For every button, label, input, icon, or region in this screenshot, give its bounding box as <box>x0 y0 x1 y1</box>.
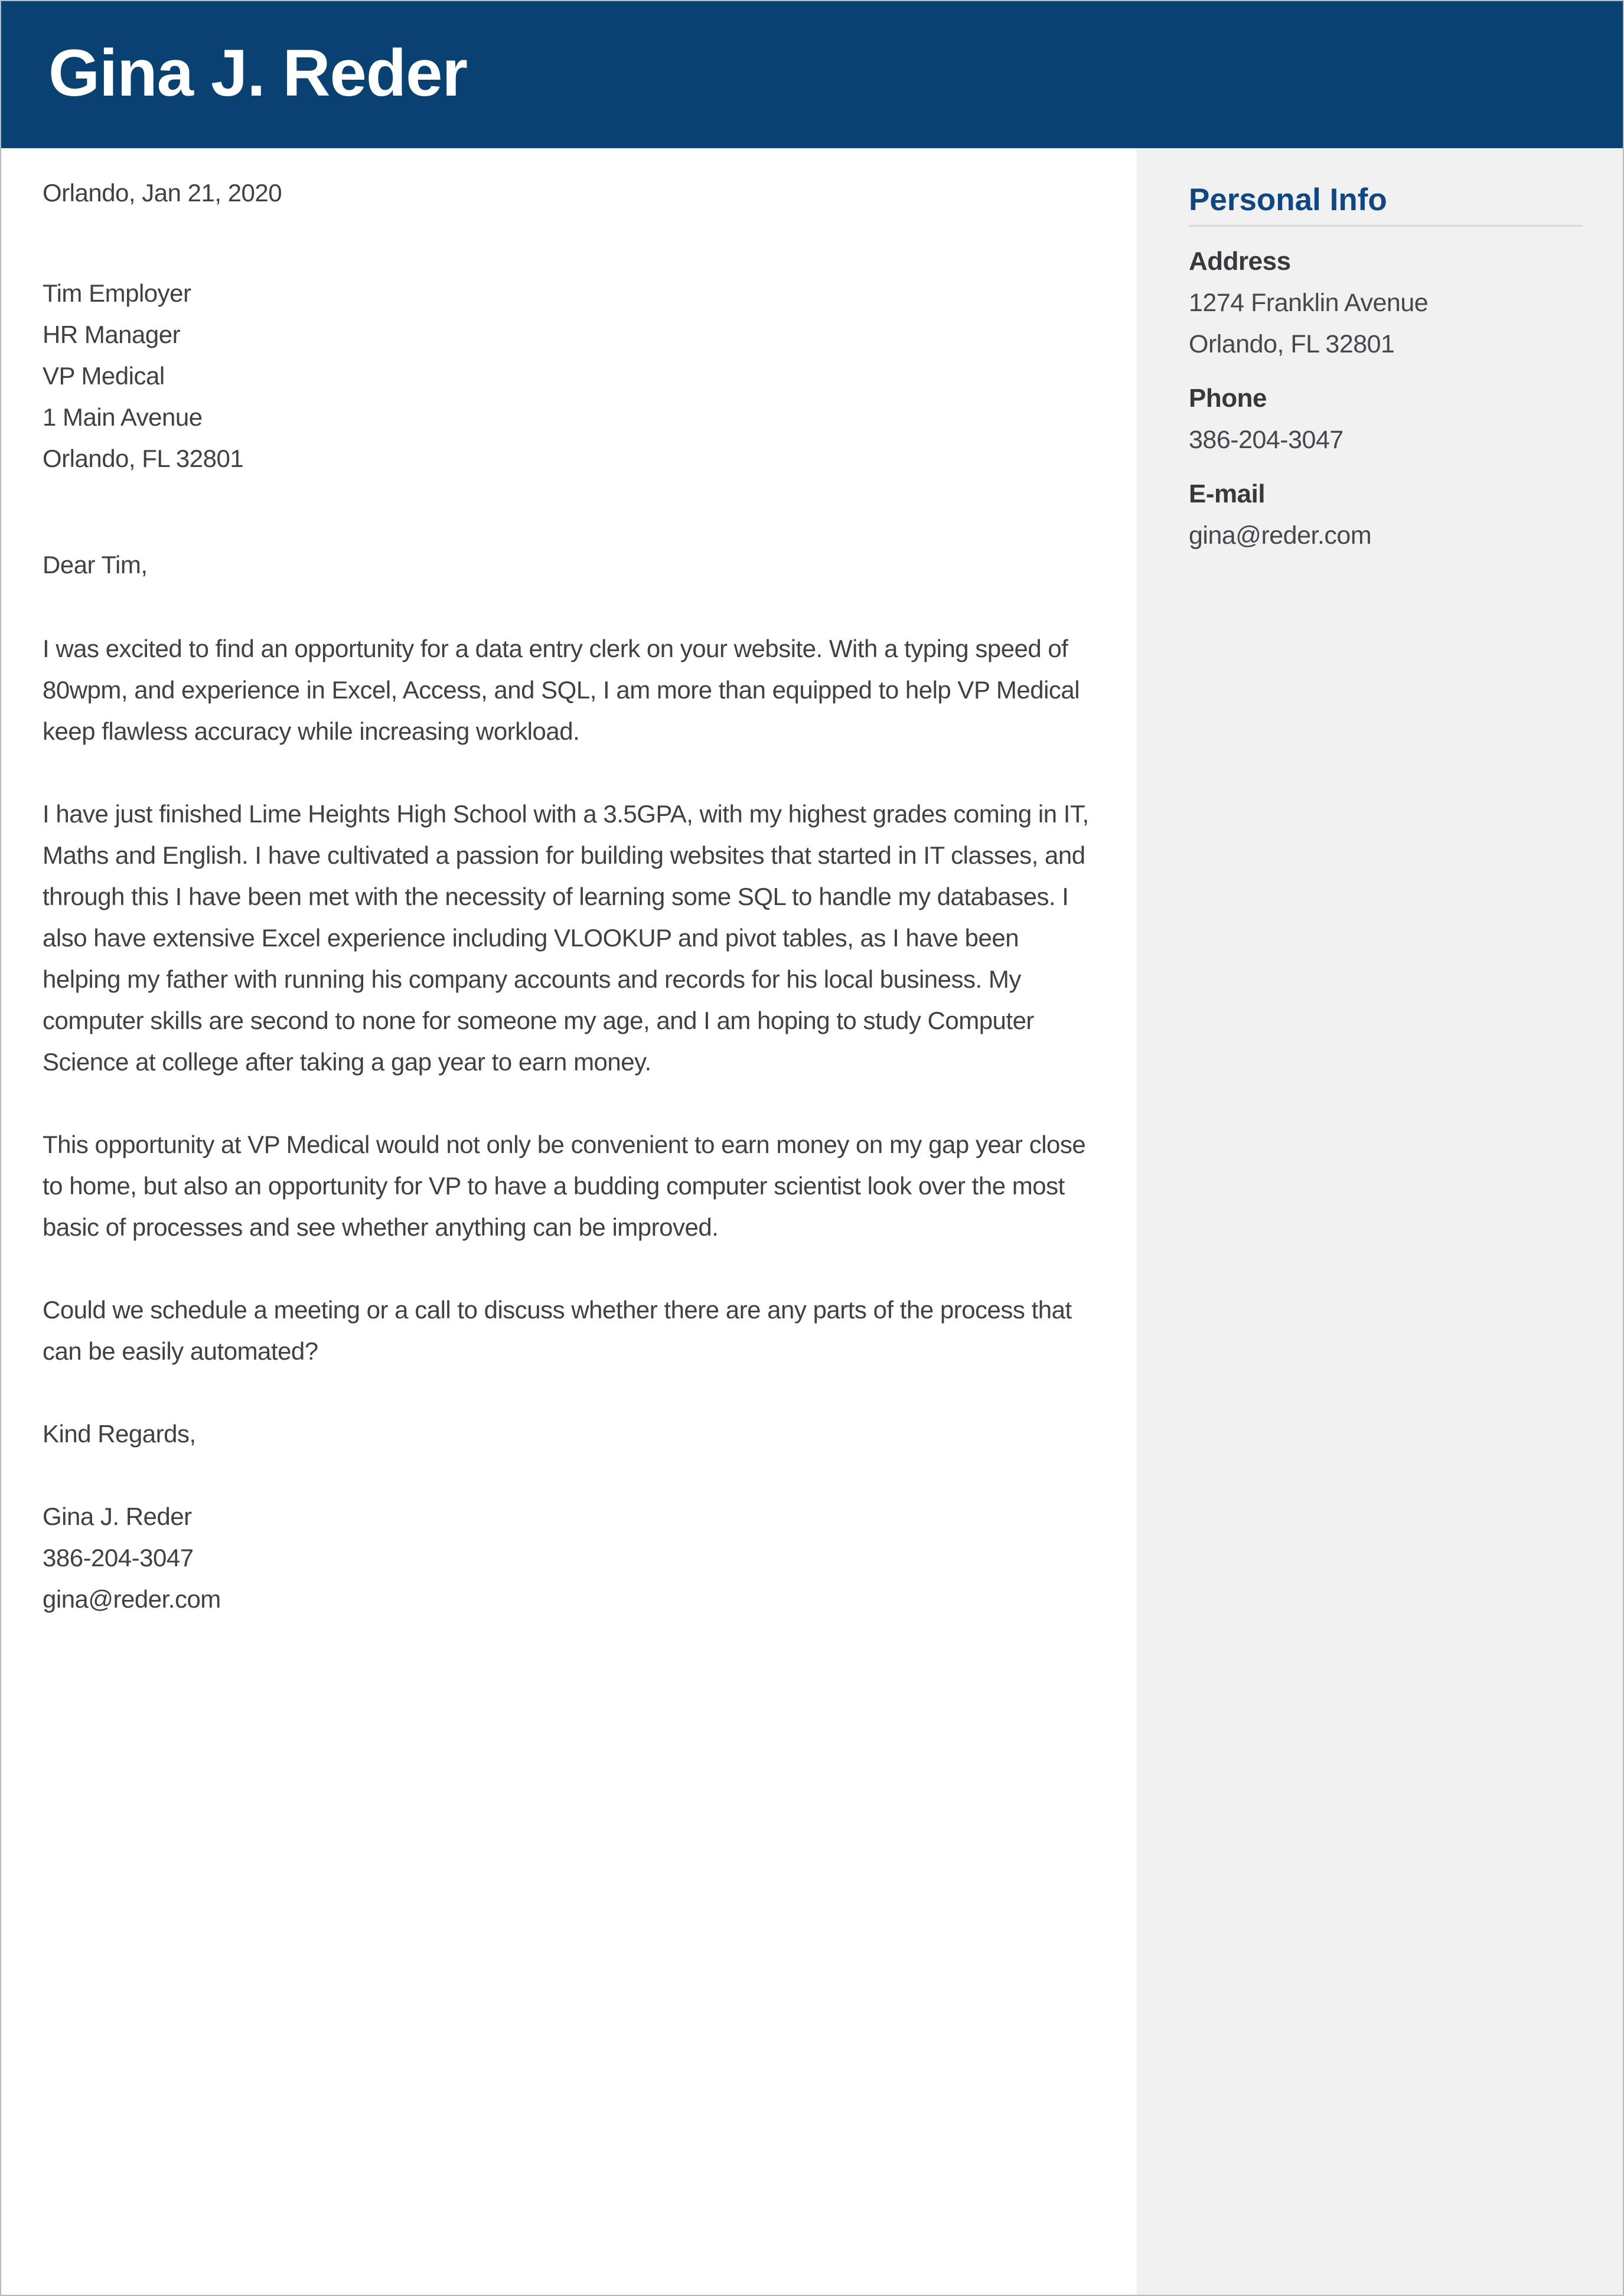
letter-paragraph-1: I was excited to find an opportunity for a data entry clerk on your website. With a typing speed of 80wpm, and experience in Excel, Access, and SQL, I am more than equipped to help VP Medical keep flawless accuracy while increasing workload. <box>43 635 1080 745</box>
letter-body <box>1 148 1137 2295</box>
info-label-phone: Phone <box>1189 384 1267 413</box>
info-label-address: Address <box>1189 247 1291 276</box>
letter-paragraph-4: Could we schedule a meeting or a call to discuss whether there are any parts of the process that can be easily automated? <box>43 1296 1072 1365</box>
info-section-email <box>1189 473 1583 556</box>
date-line: Orlando, Jan 21, 2020 <box>43 179 282 207</box>
salutation: Dear Tim, <box>43 551 148 579</box>
recipient-name: Tim Employer <box>43 279 191 307</box>
info-section-phone <box>1189 378 1583 460</box>
info-value-email: gina@reder.com <box>1189 521 1372 550</box>
info-value-address-city: Orlando, FL 32801 <box>1189 330 1395 358</box>
letter-paragraph-3: This opportunity at VP Medical would not only be convenient to earn money on my gap year close to home, but also an opportunity for VP to have a budding computer scientist look over the most basic of processes and see whether anything can be improved. <box>43 1131 1086 1241</box>
info-value-phone: 386-204-3047 <box>1189 426 1343 454</box>
recipient-title: HR Manager <box>43 321 181 348</box>
recipient-city: Orlando, FL 32801 <box>43 445 244 472</box>
recipient-street: 1 Main Avenue <box>43 403 203 431</box>
letter-paragraph-2: I have just finished Lime Heights High School with a 3.5GPA, with my highest grades coming in IT, Maths and English. I have cultivated a passion for building websites that started in IT classes, and through this I have been met with the necessity of learning some SQL to handle my databases. I also have extensive Excel experience including VLOOKUP and pivot tables, as I have been helping my father with running his company accounts and records for his local business. My computer skills are second to none for someone my age, and I am hoping to study Computer Science at college after taking a gap year to earn money. <box>43 800 1089 1076</box>
signature-email: gina@reder.com <box>43 1585 221 1613</box>
personal-info-sidebar <box>1137 148 1623 2295</box>
person-name: Gina J. Reder <box>48 35 468 110</box>
recipient-company: VP Medical <box>43 362 165 390</box>
page-body <box>1 148 1623 2295</box>
closing-line: Kind Regards, <box>43 1420 196 1448</box>
sidebar-divider <box>1189 225 1583 227</box>
sidebar-title: Personal Info <box>1189 182 1387 217</box>
info-section-address <box>1189 241 1583 365</box>
signature-phone: 386-204-3047 <box>43 1544 194 1572</box>
info-label-email: E-mail <box>1189 479 1266 508</box>
signature-name: Gina J. Reder <box>43 1503 192 1530</box>
signature-block <box>43 1496 1103 1620</box>
letter-header <box>1 1 1623 148</box>
recipient-block <box>43 273 1103 479</box>
info-value-address-street: 1274 Franklin Avenue <box>1189 289 1429 317</box>
